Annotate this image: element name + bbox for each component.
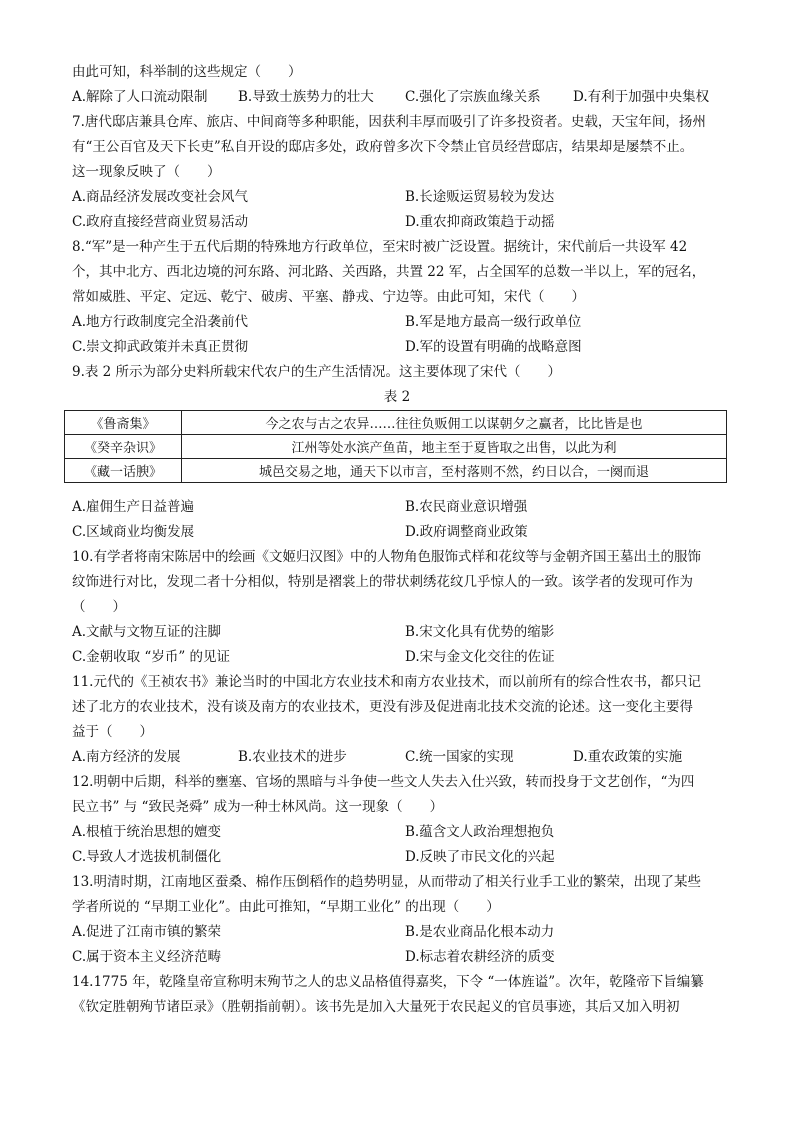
q12-stem-line: 民立书” 与 “致民尧舜” 成为一种士林风尚。这一现象（ ） bbox=[72, 799, 444, 815]
q7-option-b: B.长途贩运贸易较为发达 bbox=[405, 189, 555, 205]
q7-stem-line: 这一现象反映了（ ） bbox=[72, 164, 221, 180]
table-cell-source: 《鲁斋集》 bbox=[65, 411, 182, 435]
q7-option-c: C.政府直接经营商业贸易活动 bbox=[72, 214, 249, 230]
q13-option-a: A.促进了江南市镇的繁荣 bbox=[72, 924, 222, 940]
table-cell-text: 城邑交易之地，通天下以市言，至村落则不然，约日以合，一阕而退 bbox=[182, 459, 727, 483]
q11-option-b: B.农业技术的进步 bbox=[238, 749, 347, 765]
q8-option-a: A.地方行政制度完全沿袭前代 bbox=[72, 314, 249, 330]
q8-stem-line: 个，其中北方、西北边境的河东路、河北路、关西路，共置 22 军，占全国军的总数一半以上，军的冠名， bbox=[72, 264, 706, 280]
q13-option-d: D.标志着农耕经济的质变 bbox=[405, 949, 555, 965]
q13-stem-line: 13.明清时期，江南地区蚕桑、棉作压倒稻作的趋势明显，从而带动了相关行业手工业的繁荣，出现了某些 bbox=[72, 874, 701, 890]
q9-option-b: B.农民商业意识增强 bbox=[405, 499, 528, 515]
table-caption: 表 2 bbox=[383, 389, 411, 405]
q7-stem-line: 有“王公百官及天下长吏”私自开设的邸店多处，政府曾多次下令禁止官员经营邸店，结果却是屡禁不止。 bbox=[72, 139, 694, 155]
q11-stem-line: 益于（ ） bbox=[72, 724, 153, 740]
q12-option-d: D.反映了市民文化的兴起 bbox=[405, 849, 555, 865]
q10-option-a: A.文献与文物互证的注脚 bbox=[72, 624, 222, 640]
q9-option-c: C.区域商业均衡发展 bbox=[72, 524, 195, 540]
q9-option-a: A.雇佣生产日益普遍 bbox=[72, 499, 195, 515]
q6-option-b: B.导致士族势力的壮大 bbox=[238, 89, 374, 105]
q7-stem-line: 7.唐代邸店兼具仓库、旅店、中间商等多种职能，因获利丰厚而吸引了许多投资者。史载，天宝年间，扬州 bbox=[72, 114, 706, 130]
q10-option-d: D.宋与金文化交往的佐证 bbox=[405, 649, 555, 665]
table-cell-text: 今之农与古之农异……往往负贩佣工以谋朝夕之赢者，比比皆是也 bbox=[182, 411, 727, 435]
q8-stem-line: 8.“军”是一种产生于五代后期的特殊地方行政单位，至宋时被广泛设置。据统计，宋代前后一共设军 42 bbox=[72, 239, 688, 255]
q12-option-c: C.导致人才选拔机制僵化 bbox=[72, 849, 222, 865]
q10-option-c: C.金朝收取 “岁币” 的见证 bbox=[72, 649, 231, 665]
q11-stem-line: 11.元代的《王祯农书》兼论当时的中国北方农业技术和南方农业技术，而以前所有的综合性农书，都只记 bbox=[72, 674, 701, 690]
q6-option-c: C.强化了宗族血缘关系 bbox=[405, 89, 541, 105]
q10-stem-line: （ ） bbox=[72, 599, 126, 615]
q10-stem-line: 纹饰进行对比，发现二者十分相似，特别是褶裳上的带状刺绣花纹几乎惊人的一致。该学者的发现可作为 bbox=[72, 574, 693, 590]
q11-stem-line: 述了北方的农业技术，没有谈及南方的农业技术，更没有涉及促进南北技术交流的论述。这一变化主要得 bbox=[72, 699, 693, 715]
q8-option-c: C.崇文抑武政策并未真正贯彻 bbox=[72, 339, 249, 355]
q9-stem-line: 9.表 2 所示为部分史料所载宋代农户的生产生活情况。这主要体现了宋代（ ） bbox=[72, 364, 562, 380]
q14-stem-line: 《钦定胜朝殉节诸臣录》（胜朝指前朝）。该书先是加入大量死于农民起义的官员事迹，其后又加入明初 bbox=[72, 999, 680, 1015]
table-row bbox=[65, 459, 727, 483]
table-cell-source: 《癸辛杂识》 bbox=[65, 435, 182, 459]
q9-option-d: D.政府调整商业政策 bbox=[405, 524, 528, 540]
q10-option-b: B.宋文化具有优势的缩影 bbox=[405, 624, 555, 640]
q8-option-b: B.军是地方最高一级行政单位 bbox=[405, 314, 582, 330]
q7-option-a: A.商品经济发展改变社会风气 bbox=[72, 189, 249, 205]
q12-option-b: B.蕴含文人政治理想抱负 bbox=[405, 824, 555, 840]
history-sources-table bbox=[64, 410, 727, 483]
q11-option-d: D.重农政策的实施 bbox=[573, 749, 683, 765]
q13-stem-line: 学者所说的 “早期工业化”。由此可推知，“早期工业化” 的出现（ ） bbox=[72, 899, 500, 915]
q13-option-b: B.是农业商品化根本动力 bbox=[405, 924, 555, 940]
table-cell-text: 江州等处水滨产鱼苗，地主至于夏皆取之出售，以此为利 bbox=[182, 435, 727, 459]
q8-stem-line: 常如威胜、平定、定远、乾宁、破虏、平塞、静戎、宁边等。由此可知，宋代（ ） bbox=[72, 289, 585, 305]
q8-option-d: D.军的设置有明确的战略意图 bbox=[405, 339, 582, 355]
q6-stem-tail: 由此可知，科举制的这些规定（ ） bbox=[72, 64, 302, 80]
table-row bbox=[65, 435, 727, 459]
q6-option-d: D.有利于加强中央集权 bbox=[573, 89, 710, 105]
table-row bbox=[65, 411, 727, 435]
q11-option-a: A.南方经济的发展 bbox=[72, 749, 181, 765]
q11-option-c: C.统一国家的实现 bbox=[405, 749, 514, 765]
q6-option-a: A.解除了人口流动限制 bbox=[72, 89, 208, 105]
table-cell-source: 《藏一话腴》 bbox=[65, 459, 182, 483]
q12-stem-line: 12.明朝中后期，科举的壅塞、官场的黑暗与斗争使一些文人失去入仕兴致，转而投身于文艺创作，“为四 bbox=[72, 774, 695, 790]
q7-option-d: D.重农抑商政策趋于动摇 bbox=[405, 214, 555, 230]
q12-option-a: A.根植于统治思想的嬗变 bbox=[72, 824, 222, 840]
q10-stem-line: 10.有学者将南宋陈居中的绘画《文姬归汉图》中的人物角色服饰式样和花纹等与金朝齐国王墓出土的服饰 bbox=[72, 549, 701, 565]
q14-stem-line: 14.1775 年，乾隆皇帝宣称明末殉节之人的忠义品格值得嘉奖，下令 “一体旌谥”。次年，乾隆帝下旨编纂 bbox=[72, 974, 704, 990]
q13-option-c: C.属于资本主义经济范畴 bbox=[72, 949, 222, 965]
